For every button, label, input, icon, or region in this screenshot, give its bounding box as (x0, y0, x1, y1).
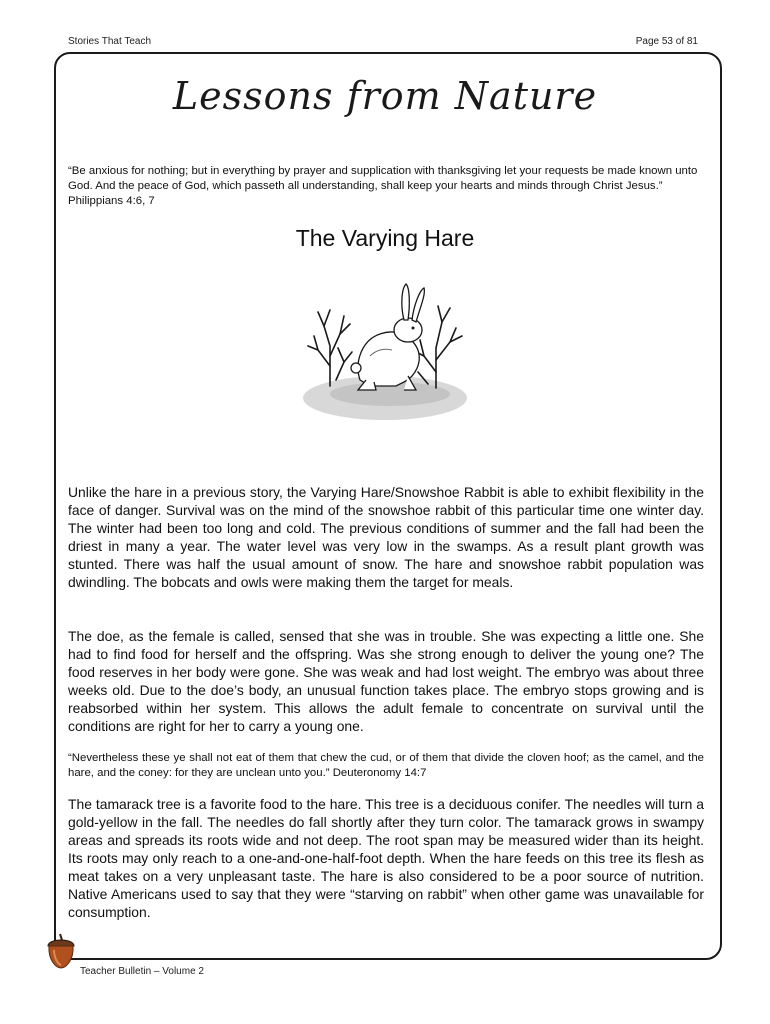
running-header-left: Stories That Teach (68, 36, 152, 47)
paragraph-3: The tamarack tree is a favorite food to the hare. This tree is a deciduous conifer. The needles will turn a gold-yellow in the fall. The needles do fall shortly after they turn color. The tamarack grows in swampy areas and spreads its roots wide and not deep. The root span may be measured wider than its height. Its roots may only reach to a one-and-one-half-foot depth. When the hare feeds on this tree its flesh as meat takes on a very unpleasant taste. The hare is also considered to be a poor source of nutrition. Native Americans used to say that they were “starving on rabbit” when other game was unavailable for consumption. (68, 796, 704, 920)
hare-in-snow-illustration (300, 276, 470, 424)
paragraph-2: The doe, as the female is called, sensed that she was in trouble. She was expecting a little one. She had to find food for herself and the offspring. Was she strong enough to deliver the young one? The food reserves in her body were gone. She was weak and had lost weight. The embryo was about three weeks old. Due to the doe’s body, an unusual function takes place. The embryo stops growing and is reabsorbed within her system. This allows the adult female to concentrate on survival until the conditions are right for her to carry a young one. (68, 628, 704, 734)
page-number: Page 53 of 81 (635, 36, 698, 47)
story-title: The Varying Hare (295, 225, 475, 251)
top-scripture-verse: “Be anxious for nothing; but in everything by prayer and supplication with thanksgiving let your requests be made known unto God. And the peace of God, which passeth all understanding, shall keep your hearts and minds through Christ Jesus.” Philippians 4:6, 7 (68, 165, 698, 207)
footer-text: Teacher Bulletin – Volume 2 (80, 966, 204, 977)
acorn-icon (44, 932, 78, 970)
paragraph-1: Unlike the hare in a previous story, the Varying Hare/Snowshoe Rabbit is able to exhibit flexibility in the face of danger. Survival was on the mind of the snowshoe rabbit of this particular time one winter day. The winter had been too long and cold. The previous conditions of summer and the fall had been the driest in many a year. The water level was very low in the swamps. As a result plant growth was stunted. There was half the usual amount of snow. The hare and snowshoe rabbit population was dwindling. The bobcats and owls were making them the target for meals. (68, 484, 704, 590)
mid-scripture-verse: “Nevertheless these ye shall not eat of them that chew the cud, or of them that divide the cloven hoof; as the camel, and the hare, and the coney: for they are unclean unto you.” Deuteronomy 14:7 (68, 752, 704, 779)
banner-title: Lessons from Nature (172, 74, 598, 118)
